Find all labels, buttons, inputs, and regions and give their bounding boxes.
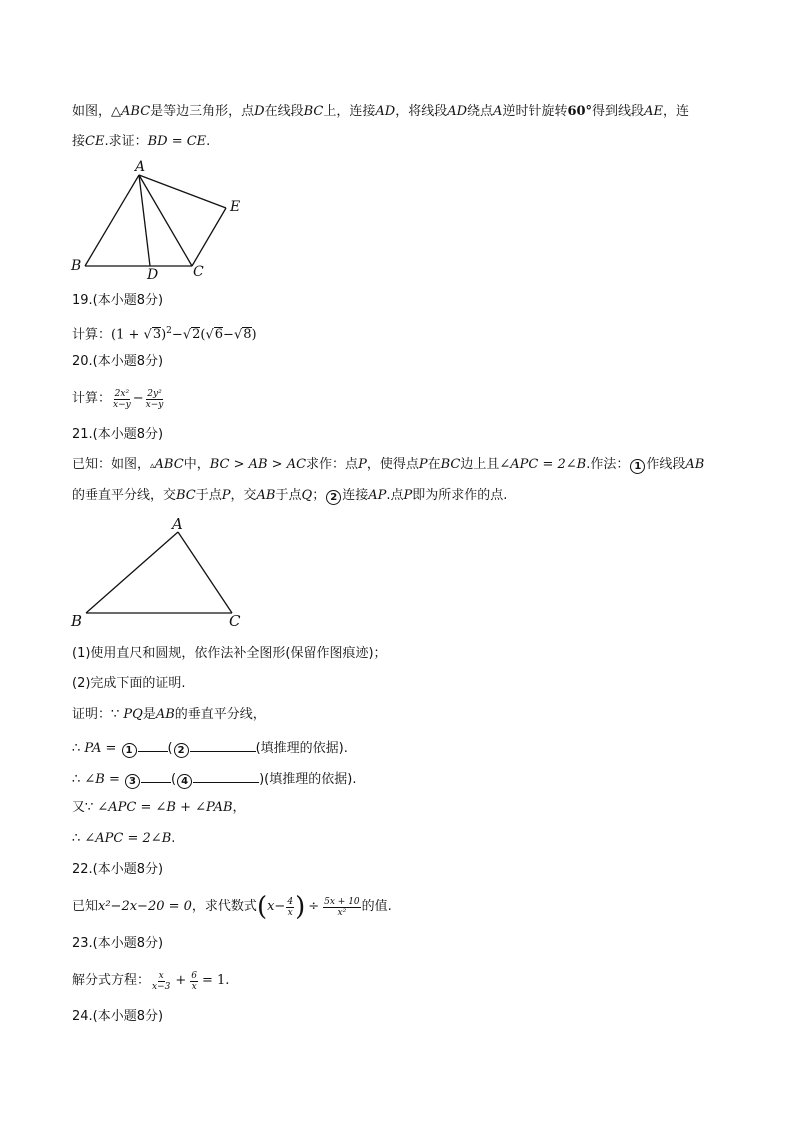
- circled-number: 1: [122, 743, 137, 758]
- segment-ab: [86, 532, 178, 613]
- text: ∴: [72, 772, 85, 787]
- fraction: [151, 971, 171, 992]
- text: .: [206, 134, 211, 149]
- divide: ÷: [308, 899, 320, 914]
- sqrt-2: 2: [192, 327, 201, 343]
- q19-header: 19.(本小题8分): [72, 293, 164, 308]
- q21-line-1: [72, 456, 704, 475]
- segment-ac: [139, 175, 192, 266]
- math: 60°: [567, 104, 593, 119]
- fraction: [323, 897, 361, 918]
- segment-ae: [139, 175, 226, 208]
- numerator: 2x²: [114, 388, 130, 399]
- math: ∠APC = ∠B + ∠PAB: [97, 800, 233, 815]
- q24-header: 24.(本小题8分): [72, 1009, 164, 1024]
- denominator: x²: [337, 907, 347, 918]
- text: .作法：: [586, 457, 630, 472]
- math: PA: [84, 741, 102, 756]
- q21-proof-line-3: [72, 768, 356, 789]
- circled-number: 1: [630, 459, 645, 474]
- text: 计算：: [72, 391, 112, 406]
- math: ∠B: [84, 772, 105, 787]
- math: P: [403, 488, 413, 503]
- right-paren: ): [295, 892, 306, 922]
- plus: +: [175, 973, 187, 988]
- denominator: x−y: [145, 399, 164, 410]
- q20-header: 20.(本小题8分): [72, 354, 164, 369]
- q21-line-2: [72, 487, 507, 505]
- triangle-symbol: △: [111, 104, 122, 119]
- math: PQ: [123, 707, 143, 722]
- text: 上，连接: [323, 104, 376, 119]
- text: 又∵: [72, 800, 98, 815]
- q23-equation: [72, 966, 229, 996]
- q21-proof-line-5: [72, 830, 175, 848]
- math: = 1.: [202, 973, 230, 988]
- sqrt-8: 8: [243, 327, 252, 343]
- math: ABC: [154, 457, 184, 472]
- minus: −: [223, 327, 234, 343]
- math: AB: [685, 457, 705, 472]
- math: BC: [440, 457, 461, 472]
- numerator: 4: [287, 896, 294, 907]
- problem-18-figure: [66, 158, 256, 282]
- text: ；: [312, 488, 326, 503]
- text: 边上且: [460, 457, 500, 472]
- label-b: B: [71, 258, 82, 274]
- text: 是等边三角形，点: [150, 104, 255, 119]
- text: 在: [427, 457, 441, 472]
- label-e: E: [230, 199, 241, 215]
- text: 在线段: [264, 104, 304, 119]
- text: 作线段: [646, 457, 686, 472]
- math: ∠APC = 2∠B: [84, 831, 172, 846]
- math: x−: [267, 899, 286, 914]
- segment-ac: [178, 532, 232, 613]
- text: )(填推理的依据).: [259, 772, 357, 787]
- text: 如图，: [72, 104, 112, 119]
- problem-18-line-1: [72, 103, 689, 121]
- math: CE: [85, 134, 105, 149]
- math: BD = CE: [147, 134, 207, 149]
- math: Q: [301, 488, 313, 503]
- text: 逆时针旋转: [502, 104, 568, 119]
- denominator: x−3: [152, 981, 171, 992]
- label-a: A: [172, 515, 183, 533]
- q21-figure: [66, 514, 256, 634]
- circled-number: 2: [326, 490, 341, 505]
- circled-number: 4: [177, 774, 192, 789]
- denominator: x: [191, 981, 197, 992]
- numerator: 6: [191, 970, 197, 981]
- equals: =: [101, 741, 121, 756]
- text: ∴: [72, 741, 85, 756]
- math: ): [161, 327, 167, 343]
- segment-ce: [192, 208, 226, 266]
- denominator: x−y: [113, 399, 131, 410]
- label-c: C: [193, 264, 204, 280]
- q22-header: 22.(本小题8分): [72, 862, 164, 877]
- fraction: [112, 389, 132, 410]
- text: 绕点: [467, 104, 494, 119]
- text: .求证：: [104, 134, 148, 149]
- text: 连接: [342, 488, 369, 503]
- minus: −: [132, 391, 144, 406]
- text: (: [171, 772, 177, 787]
- fraction: [145, 389, 165, 410]
- problem-18-line-2: [72, 133, 210, 151]
- numerator: 2y²: [147, 388, 162, 399]
- math: (1 +: [111, 327, 144, 343]
- text: 的垂直平分线，: [174, 707, 266, 722]
- q19-expression: 计算：$(1 + √3)^2-√2(√6-√8)$: [72, 326, 257, 343]
- text: 于点: [195, 488, 222, 503]
- text: 计算：: [72, 327, 112, 343]
- text: (填推理的依据).: [255, 741, 348, 756]
- fraction: [190, 971, 198, 992]
- text: ，: [232, 800, 246, 815]
- text: 求作：点: [306, 457, 359, 472]
- math: D: [254, 104, 265, 119]
- math: AP: [368, 488, 387, 503]
- segment-ab: [85, 175, 139, 266]
- q22-expression: [72, 892, 392, 922]
- answer-blank-1[interactable]: [138, 737, 168, 752]
- fraction: [286, 897, 294, 918]
- text: 即为所求作的点.: [412, 488, 508, 503]
- math: ABC: [121, 104, 151, 119]
- equals: =: [104, 772, 125, 787]
- label-c: C: [229, 612, 241, 630]
- math: BC > AB > AC: [209, 457, 307, 472]
- text: ∴: [72, 831, 85, 846]
- text: 证明：∵: [72, 707, 124, 722]
- exponent: 2: [166, 326, 172, 336]
- q21-part-2: (2)完成下面的证明.: [72, 676, 186, 691]
- label-a: A: [135, 159, 146, 175]
- text: 是: [142, 707, 156, 722]
- q23-header: 23.(本小题8分): [72, 936, 164, 951]
- text: ，求代数式: [191, 899, 257, 914]
- math: AB: [155, 707, 175, 722]
- q21-part-1: (1)使用直尺和圆规，依作法补全图形(保留作图痕迹)；: [72, 646, 387, 661]
- text: ，连: [662, 104, 689, 119]
- text: ，将线段: [395, 104, 448, 119]
- text: 的值.: [361, 899, 392, 914]
- text: 已知: [72, 899, 99, 914]
- sqrt-6: 6: [214, 327, 224, 343]
- math: AD: [375, 104, 396, 119]
- text: ，交: [230, 488, 257, 503]
- math: AE: [644, 104, 663, 119]
- segment-ad: [139, 175, 150, 266]
- text: 中，: [183, 457, 210, 472]
- math: P: [418, 457, 428, 472]
- text: 于点: [275, 488, 302, 503]
- denominator: x: [287, 907, 293, 918]
- circled-number: 3: [125, 774, 140, 789]
- answer-blank-2[interactable]: [190, 737, 256, 752]
- math: BC: [303, 104, 324, 119]
- math: ∠APC = 2∠B: [499, 457, 587, 472]
- q21-header: 21.(本小题8分): [72, 427, 164, 442]
- math: AB: [256, 488, 276, 503]
- math: AD: [447, 104, 468, 119]
- q21-proof-line-4: [72, 799, 246, 817]
- math: x²−2x−20 = 0: [98, 899, 192, 914]
- math: ): [251, 327, 257, 343]
- text: 解分式方程：: [72, 973, 151, 988]
- sqrt-3: 3: [152, 327, 162, 343]
- text: .点: [386, 488, 404, 503]
- q21-proof-line-2: [72, 737, 348, 758]
- text: (: [167, 741, 173, 756]
- math: P: [221, 488, 231, 503]
- text: 已知：如图，: [72, 457, 151, 472]
- math: (: [200, 327, 206, 343]
- answer-blank-3[interactable]: [141, 768, 171, 783]
- text: 得到线段: [592, 104, 645, 119]
- numerator: x: [158, 970, 164, 981]
- q21-proof-line-1: [72, 706, 266, 724]
- triangle-symbol: ▵: [150, 461, 155, 471]
- minus: −: [171, 327, 183, 343]
- label-b: B: [71, 612, 83, 630]
- text: 接: [72, 134, 86, 149]
- math: P: [358, 457, 367, 472]
- text: 的垂直平分线，交: [72, 488, 177, 503]
- numerator: 5x + 10: [324, 896, 360, 907]
- left-paren: (: [256, 892, 268, 922]
- circled-number: 2: [174, 743, 189, 758]
- text: ，使得点: [366, 457, 419, 472]
- answer-blank-4[interactable]: [193, 768, 259, 783]
- text: .: [171, 831, 176, 846]
- math: A: [493, 104, 503, 119]
- label-d: D: [147, 267, 159, 282]
- q20-expression: [72, 384, 165, 414]
- math: BC: [176, 488, 196, 503]
